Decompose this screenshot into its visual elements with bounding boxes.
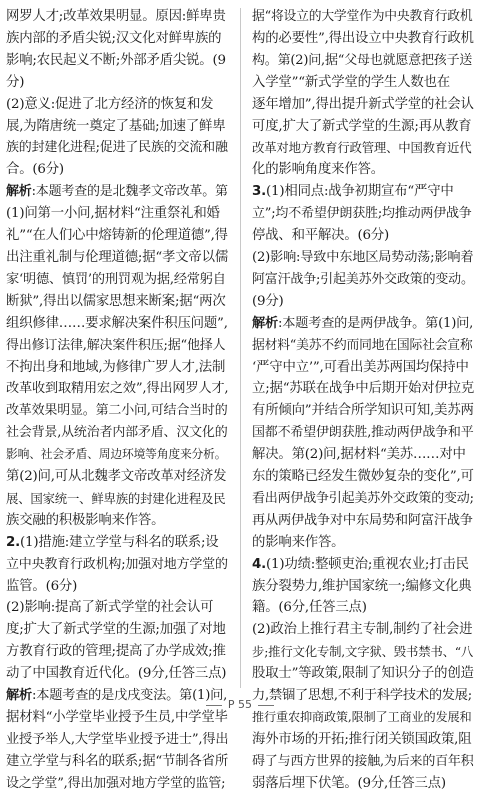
text-line: 度;扩大了新式学堂的生源;加强了对地 (6, 622, 226, 638)
footer-dash-left (206, 705, 222, 706)
text-line: 国都不希望伊朗获胜,推动两伊战争和平 (252, 425, 474, 441)
text-line: 出注重礼制与伦理道德;据“孝文帝以儒 (6, 249, 228, 265)
text-line: 解析:本题考查的是北魏孝文帝改革。第 (6, 184, 228, 200)
footer-dash-right (258, 705, 274, 706)
line-marker: 2. (6, 534, 21, 550)
text-line: 展,为隋唐统一奠定了基础;加速了鲜卑 (6, 118, 226, 134)
text-line: 设之学堂”,得出加强对地方学堂的监管; (6, 775, 226, 791)
text-line: 据材料“美苏不约而同地在国际社会宣称 (252, 337, 473, 353)
text-line: 再从两伊战争对中东局势和阿富汗战争 (252, 512, 473, 528)
line-marker: 解析 (252, 315, 278, 331)
text-line: 逐年增加”,得出提升新式学堂的社会认 (252, 96, 474, 112)
text-line: 看出两伊战争引起美苏外交政策的变动; (252, 490, 474, 506)
line-marker: 解析 (6, 688, 32, 704)
right-column (252, 6, 474, 795)
text-line: 碍了与西方世界的接触,为后来的百年积 (252, 753, 474, 769)
text-line: 族的封建化进程;促进了民族的交流和融 (6, 140, 228, 156)
text-line: 影响;农民起义不断;外部矛盾尖锐。(9 (6, 52, 226, 68)
text-line: 构。第(2)问,据“父母也就愿意把孩子送 (252, 52, 473, 68)
text-line: 据“将设立的大学堂作为中央教育行政机 (252, 9, 473, 24)
text-line: (9分) (252, 293, 284, 309)
text-line: 组织修律……要求解决案件积压问题”, (6, 315, 228, 331)
text-line: 改革效果明显。第二小问,可结合当时的 (6, 403, 228, 419)
text-line: 立;据“苏联在战争中后期开始对伊拉克 (252, 381, 474, 397)
text-line: 解析:本题考查的是两伊战争。第(1)问, (252, 315, 474, 331)
text-line: 立”;均不希望伊朗获胜;均推动两伊战争 (252, 206, 472, 222)
text-line: 籍。(6分,任答三点) (252, 600, 367, 616)
page-footer (0, 698, 480, 711)
text-line: 影响、社会矛盾、周边环境等角度来分析。 (6, 447, 227, 462)
text-line: 推行重农抑商政策,限制了工商业的发展和 (252, 710, 472, 724)
text-line: (2)影响:提高了新式学堂的社会认可 (6, 600, 214, 616)
text-line: 阿富汗战争;引起美苏外交政策的变动。 (252, 271, 474, 287)
text-line: 改革对地方教育行政管理、中国教育近代 (252, 140, 472, 156)
text-line: 网罗人才;改革效果明显。原因:鲜卑贵 (6, 9, 226, 24)
text-line: 弱落后埋下伏笔。(9分,任答三点) (252, 775, 446, 791)
page-number: P 55 (227, 698, 253, 711)
text-line: 动了中国教育近代化。(9分,任答三点) (6, 666, 227, 682)
line-marker: 解析 (6, 184, 32, 200)
text-line: 构的必要性”,得出设立中央教育行政机 (252, 30, 474, 46)
text-line: 断狱”,得出以儒家思想来断案;据“两次 (6, 293, 226, 309)
text-line: 家‘明德、慎罚’的刑罚观为据,经常躬自 (6, 271, 226, 287)
text-line: 业授予举人,大学堂毕业授予进士”,得出 (6, 731, 228, 747)
text-line: 有所倾向”并结合所学知识可知,美苏两 (252, 403, 474, 419)
text-line: 立中央教育行政机构;加强对地方学堂的 (6, 556, 228, 572)
left-column (6, 6, 228, 795)
text-line: 海外市场的开拓;推行闭关锁国政策,阻 (252, 731, 472, 747)
text-line: 展、国家统一、鲜卑族的封建化进程及民 (6, 490, 226, 506)
text-line: 建立学堂与科名的联系;据“节制各省所 (6, 753, 228, 769)
text-line: (2)影响:导致中东地区局势动荡;影响着 (252, 249, 474, 265)
text-line: 得出修订法律,解决案件积压;据“他择人 (6, 337, 226, 353)
text-line: (2)意义:促进了北方经济的恢复和发 (6, 96, 214, 112)
text-line: 力,禁锢了思想,不利于科学技术的发展; (252, 688, 473, 704)
text-line: 3.(1)相同点:战争初期宣布“严守中 (252, 184, 454, 200)
text-line: 族内部的矛盾尖锐;汉文化对鲜卑族的 (6, 30, 222, 46)
text-line: 不拘出身和地域,为修律广罗人才,法制 (6, 359, 226, 375)
text-line: 解决。第(2)问,据材料“美苏……对中 (252, 447, 466, 463)
text-line: 东的策略已经发生微妙复杂的变化”,可 (252, 469, 474, 485)
text-line: 化的影响角度来作答。 (252, 162, 384, 178)
text-line: (2)政治上推行君主专制,制约了社会进 (252, 622, 473, 638)
text-line: 解析:本题考查的是戊戌变法。第(1)问, (6, 688, 228, 704)
text-line: 第(2)问,可从北魏孝文帝改革对经济发 (6, 469, 227, 485)
text-line: 的影响来作答。 (252, 534, 345, 550)
text-line: 股取士”等政策,限制了知识分子的创造 (252, 666, 474, 682)
text-line: 步;推行文化专制,文字狱、毁书禁书、“八 (252, 644, 474, 660)
text-line: (1)问第一小问,据材料“注重祭礼和婚 (6, 206, 220, 222)
line-marker: 3. (252, 184, 267, 200)
line-marker: 4. (252, 556, 267, 572)
text-line: 4.(1)功绩:整顿吏治;重视农业;打击民 (252, 556, 469, 572)
text-line: 入学堂”“新式学堂的学生人数也在 (252, 74, 450, 90)
text-line: 分) (6, 74, 25, 90)
column-divider (240, 8, 241, 688)
text-line: 监管。(6分) (6, 578, 78, 594)
text-line: 合。(6分) (6, 162, 64, 178)
text-line: 改革收到取精用宏之效”,得出网罗人才, (6, 381, 228, 397)
text-line: 族交融的积极影响来作答。 (6, 512, 165, 528)
text-line: 可度,扩大了新式学堂的生源;再从教育 (252, 118, 472, 134)
text-line: 社会背景,从统治者内部矛盾、汉文化的 (6, 425, 228, 441)
text-line: 族分裂势力,维护国家统一;编修文化典 (252, 578, 472, 594)
text-line: 停战、和平解决。(6分) (252, 228, 390, 244)
text-line: ‘严守中立’”,可看出美苏两国均保持中 (252, 359, 469, 375)
text-line: 据材料“小学堂毕业授予生员,中学堂毕 (6, 710, 228, 725)
text-line: 方教育行政的管理;提高了办学成效;推 (6, 644, 226, 660)
text-line: 2.(1)措施:建立学堂与科名的联系;设 (6, 534, 219, 550)
text-line: 礼”“在人们心中熔铸新的伦理道德”,得 (6, 228, 228, 244)
